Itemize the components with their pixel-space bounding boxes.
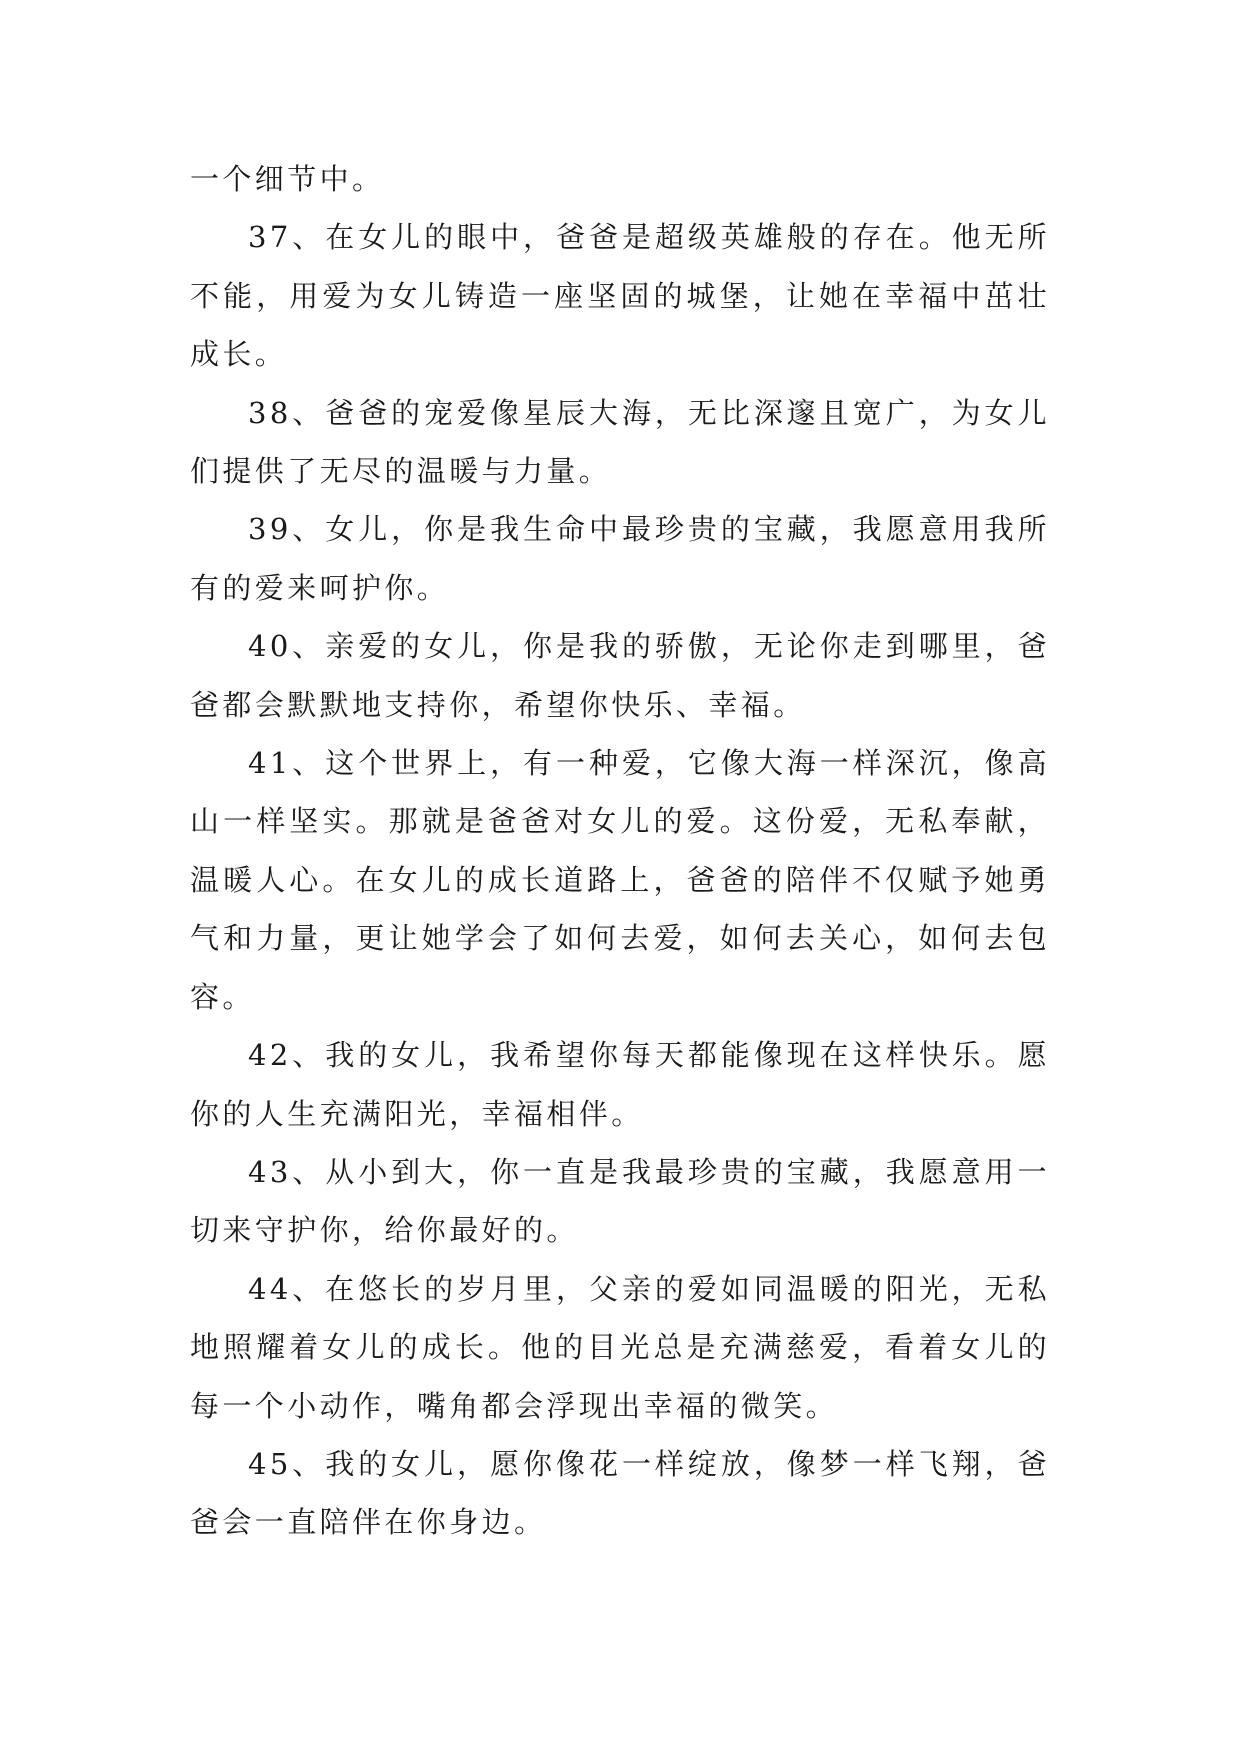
- paragraph-38: 38、爸爸的宠爱像星辰大海，无比深邃且宽广，为女儿们提供了无尽的温暖与力量。: [190, 395, 1050, 489]
- document-body: [190, 150, 1050, 1552]
- paragraph-44: 44、在悠长的岁月里，父亲的爱如同温暖的阳光，无私地照耀着女儿的成长。他的目光总是充满慈爱，看着女儿的每一个小动作，嘴角都会浮现出幸福的微笑。: [190, 1271, 1050, 1423]
- paragraph-39: 39、女儿，你是我生命中最珍贵的宝藏，我愿意用我所有的爱来呵护你。: [190, 512, 1050, 605]
- paragraph-42: 42、我的女儿，我希望你每天都能像现在这样快乐。愿你的人生充满阳光，幸福相伴。: [190, 1038, 1050, 1131]
- paragraph-43: 43、从小到大，你一直是我最珍贵的宝藏，我愿意用一切来守护你，给你最好的。: [190, 1154, 1050, 1248]
- paragraph-37: 37、在女儿的眼中，爸爸是超级英雄般的存在。他无所不能，用爱为女儿铸造一座坚固的城堡，让她在幸福中茁壮成长。: [190, 220, 1050, 372]
- paragraph-continuation: 一个细节中。: [190, 162, 385, 196]
- paragraph-40: 40、亲爱的女儿，你是我的骄傲，无论你走到哪里，爸爸都会默默地支持你，希望你快乐、幸福。: [190, 629, 1050, 722]
- paragraph-41: 41、这个世界上，有一种爱，它像大海一样深沉，像高山一样坚实。那就是爸爸对女儿的爱。这份爱，无私奉献，温暖人心。在女儿的成长道路上，爸爸的陪伴不仅赋予她勇气和力量，更让她学会了如何去爱，如何去关心，如何去包容。: [190, 746, 1050, 1014]
- paragraph-45: 45、我的女儿，愿你像花一样绽放，像梦一样飞翔，爸爸会一直陪伴在你身边。: [190, 1446, 1050, 1540]
